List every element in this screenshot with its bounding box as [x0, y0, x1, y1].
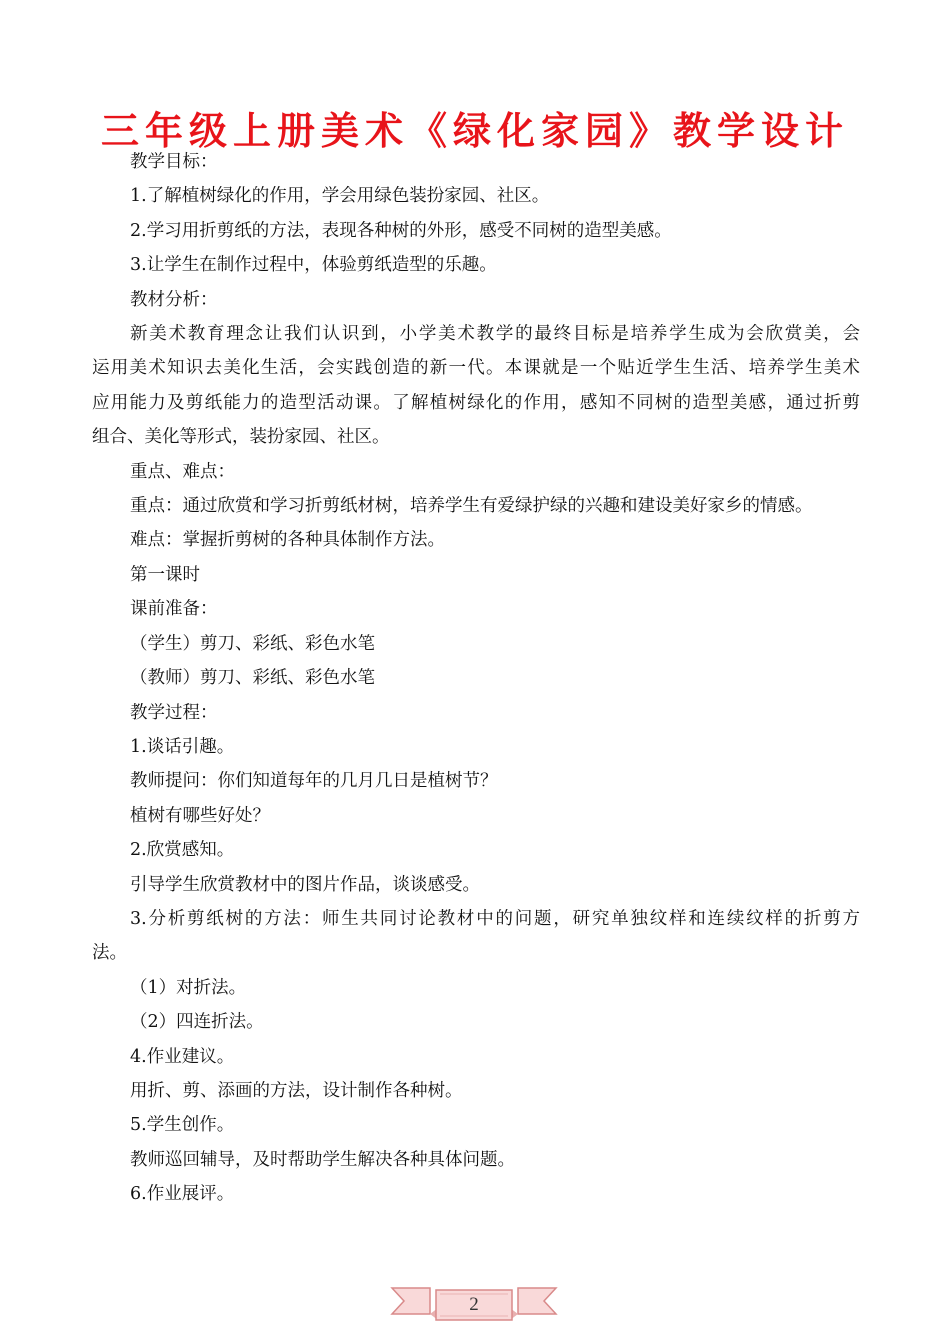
section-heading: 教学过程：: [130, 702, 218, 723]
paragraph-line: 应用能力及剪纸能力的造型活动课。了解植树绿化的作用，感知不同树的造型美感，通过折剪: [92, 392, 860, 413]
paragraph-line: 法。: [92, 943, 127, 964]
page-number-ribbon: [386, 1270, 562, 1340]
paragraph-line: 4.作业建议。: [130, 1046, 235, 1067]
paragraph-line: 用折、剪、添画的方法，设计制作各种树。: [130, 1080, 463, 1101]
paragraph-line: （学生）剪刀、彩纸、彩色水笔: [130, 633, 375, 654]
paragraph-line: 3.让学生在制作过程中，体验剪纸造型的乐趣。: [130, 255, 497, 276]
paragraph-line: 1.了解植树绿化的作用，学会用绿色装扮家园、社区。: [130, 186, 550, 207]
section-heading: 教学目标：: [130, 152, 218, 172]
section-heading: 教材分析：: [130, 289, 218, 310]
paragraph-line: 引导学生欣赏教材中的图片作品，谈谈感受。: [130, 874, 480, 895]
document-body: [92, 145, 860, 1212]
paragraph-line: 1.谈话引趣。: [130, 736, 235, 757]
paragraph-line: （教师）剪刀、彩纸、彩色水笔: [130, 668, 375, 689]
paragraph-line: 新美术教育理念让我们认识到，小学美术教学的最终目标是培养学生成为会欣赏美，会: [130, 324, 860, 345]
section-heading: 重点、难点：: [130, 461, 235, 482]
paragraph-line: （2）四连折法。: [130, 1012, 264, 1033]
paragraph-line: 2.学习用折剪纸的方法，表现各种树的外形，感受不同树的造型美感。: [130, 220, 672, 241]
paragraph-line: 运用美术知识去美化生活，会实践创造的新一代。本课就是一个贴近学生生活、培养学生美术: [92, 358, 860, 379]
paragraph-line: 3.分析剪纸树的方法：师生共同讨论教材中的问题，研究单独纹样和连续纹样的折剪方: [130, 908, 860, 929]
paragraph-line: 2.欣赏感知。: [130, 840, 235, 861]
paragraph-line: 教师巡回辅导，及时帮助学生解决各种具体问题。: [130, 1149, 515, 1170]
paragraph-line: （1）对折法。: [130, 977, 247, 998]
paragraph-line: 教师提问：你们知道每年的几月几日是植树节？: [130, 771, 498, 792]
page-number: 2: [469, 1294, 479, 1315]
paragraph-line: 植树有哪些好处？: [130, 805, 270, 826]
paragraph-line: 6.作业展评。: [130, 1184, 235, 1205]
section-heading: 课前准备：: [130, 599, 218, 620]
paragraph-line: 5.学生创作。: [130, 1115, 235, 1136]
document-title: 三年级上册美术《绿化家园》教学设计: [100, 109, 849, 153]
section-heading: 第一课时: [130, 564, 200, 585]
paragraph-line: 组合、美化等形式，装扮家园、社区。: [92, 427, 390, 448]
paragraph-line: 重点：通过欣赏和学习折剪纸材树，培养学生有爱绿护绿的兴趣和建设美好家乡的情感。: [130, 496, 813, 517]
paragraph-line: 难点：掌握折剪树的各种具体制作方法。: [130, 530, 445, 551]
